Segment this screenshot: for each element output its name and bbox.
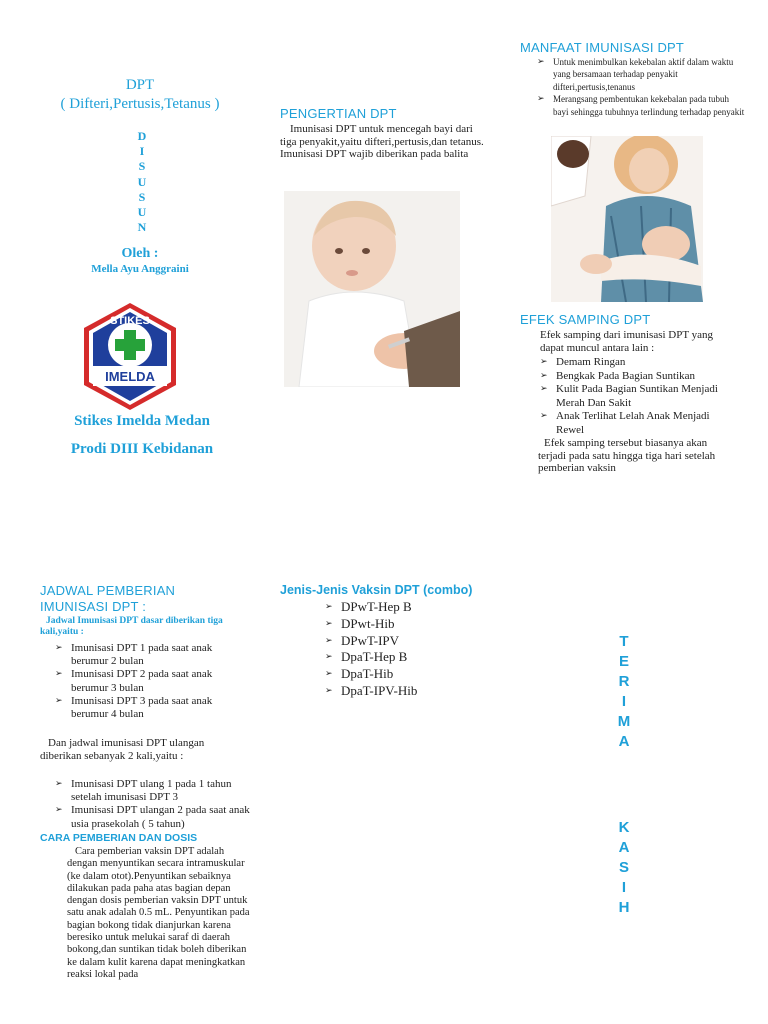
jenis-item: ➢ DpaT-Hib: [325, 666, 485, 683]
jenis-item: ➢ DPwT-IPV: [325, 633, 485, 650]
efek-item: ➢ Anak Terlihat Lelah Anak Menjadi Rewel: [540, 410, 740, 437]
oleh-label: Oleh :: [121, 246, 159, 261]
disusun-letter: I: [139, 144, 145, 159]
ulangan-item: ➢ Imunisasi DPT ulangan 2 pada saat anak usia prasekolah ( 5 tahun): [55, 804, 250, 830]
jadwal-subheading: Jadwal Imunisasi DPT dasar diberikan tiga kali,yaitu :: [40, 616, 223, 637]
efek-list: [540, 356, 740, 438]
efek-intro: Efek samping dari imunisasi DPT yang dapat muncul antara lain :: [540, 329, 714, 354]
cara-text: Cara pemberian vaksin DPT adalah dengan menyuntikan secara intramuskular (ke dalam otot).Penyuntikan sebaiknya dilakukan pada paha atas bagian depan dengan dosis pemberian vaksin DPT untuk satu anak adalah 0.5 mL. Penyuntikan pada bagian bokong tidak dianjurkan karena beresiko untuk melukai saraf di daerah bokong,dan suntikan tidak boleh diberikan ke dalam kulit karena dapat meningkatkan reaksi lokal pada: [67, 846, 250, 980]
cara-heading: CARA PEMBERIAN DAN DOSIS: [40, 832, 198, 844]
disusun-letter: N: [137, 220, 147, 235]
jenis-heading: Jenis-Jenis Vaksin DPT (combo): [280, 583, 473, 597]
efek-item: ➢ Bengkak Pada Bagian Suntikan: [540, 370, 740, 384]
jadwal-item: ➢ Imunisasi DPT 2 pada saat anak berumur 3 bulan: [55, 668, 245, 694]
efek-item: ➢ Kulit Pada Bagian Suntikan Menjadi Merah Dan Sakit: [540, 383, 740, 410]
ulangan-intro: Dan jadwal imunisasi DPT ulangan diberikan sebanyak 2 kali,yaitu :: [40, 737, 205, 762]
disusun-vertical: [134, 129, 150, 235]
disusun-letter: U: [137, 174, 147, 189]
ulangan-list: [55, 778, 250, 831]
manfaat-heading: MANFAAT IMUNISASI DPT: [520, 40, 685, 55]
jadwal-heading: JADWAL PEMBERIAN IMUNISASI DPT :: [40, 583, 176, 614]
disusun-letter: D: [137, 129, 147, 143]
terima-letter: R: [618, 673, 630, 691]
disusun-letter: U: [137, 205, 147, 220]
disusun-letter: S: [138, 159, 146, 174]
jenis-list: [325, 599, 485, 700]
jenis-item: ➢ DPwT-Hep B: [325, 599, 485, 616]
efek-outro: Efek samping tersebut biasanya akan terjadi pada satu hingga tiga hari setelah pemberian vaksin: [538, 437, 716, 474]
terima-letter: I: [621, 693, 627, 711]
terima-letter: T: [619, 633, 629, 650]
jenis-item: ➢ DpaT-Hep B: [325, 649, 485, 666]
kasih-letter: H: [618, 899, 630, 917]
jadwal-item: ➢ Imunisasi DPT 3 pada saat anak berumur 4 bulan: [55, 695, 245, 721]
program-name: Prodi DIII Kebidanan: [70, 441, 214, 457]
baby-photo: [284, 191, 460, 387]
cover-title: [30, 76, 250, 114]
pengertian-text: Imunisasi DPT untuk mencegah bayi dari tiga penyakit,yaitu difteri,pertusis,dan tetanus. Imunisasi DPT wajib diberikan pada balita: [280, 123, 484, 160]
institution-name: Stikes Imelda Medan: [74, 413, 210, 429]
terima-letter: E: [618, 653, 629, 671]
kasih-letter: A: [618, 839, 630, 857]
kasih-letter: K: [618, 819, 630, 836]
jenis-item: ➢ DpaT-IPV-Hib: [325, 683, 485, 700]
ulangan-item: ➢ Imunisasi DPT ulang 1 pada 1 tahun setelah imunisasi DPT 3: [55, 778, 250, 804]
jenis-item: ➢ DPwt-Hib: [325, 616, 485, 633]
jadwal-item: ➢ Imunisasi DPT 1 pada saat anak berumur 2 bulan: [55, 642, 245, 668]
svg-text:STIKES: STIKES: [110, 315, 150, 327]
cover-title-line1: DPT: [125, 77, 155, 93]
terima-vertical: [614, 632, 634, 753]
mother-baby-injection-photo: [551, 136, 703, 302]
author-name: Mella Ayu Anggraini: [91, 263, 189, 275]
efek-item: ➢ Demam Ringan: [540, 356, 740, 370]
manfaat-list: [537, 56, 745, 118]
manfaat-item: ➢ Merangsang pembentukan kekebalan pada tubuh bayi sehingga tubuhnya terlindung terhadap penyakit: [537, 93, 745, 118]
cover-title-line2: ( Difteri,Pertusis,Tetanus ): [60, 96, 220, 112]
kasih-vertical: [614, 818, 634, 918]
manfaat-item: ➢ Untuk menimbulkan kekebalan aktif dalam waktu yang bersamaan terhadap penyakit difteri,pertusis,tenanus: [537, 56, 745, 93]
pengertian-heading: PENGERTIAN DPT: [280, 106, 397, 121]
efek-heading: EFEK SAMPING DPT: [520, 312, 651, 327]
jadwal-list: [55, 642, 245, 721]
stikes-imelda-logo: [82, 301, 178, 412]
kasih-letter: S: [618, 859, 629, 877]
terima-letter: M: [617, 713, 631, 731]
disusun-letter: S: [138, 189, 146, 204]
terima-letter: A: [618, 733, 630, 751]
svg-text:IMELDA: IMELDA: [105, 369, 155, 384]
kasih-letter: I: [621, 879, 627, 897]
